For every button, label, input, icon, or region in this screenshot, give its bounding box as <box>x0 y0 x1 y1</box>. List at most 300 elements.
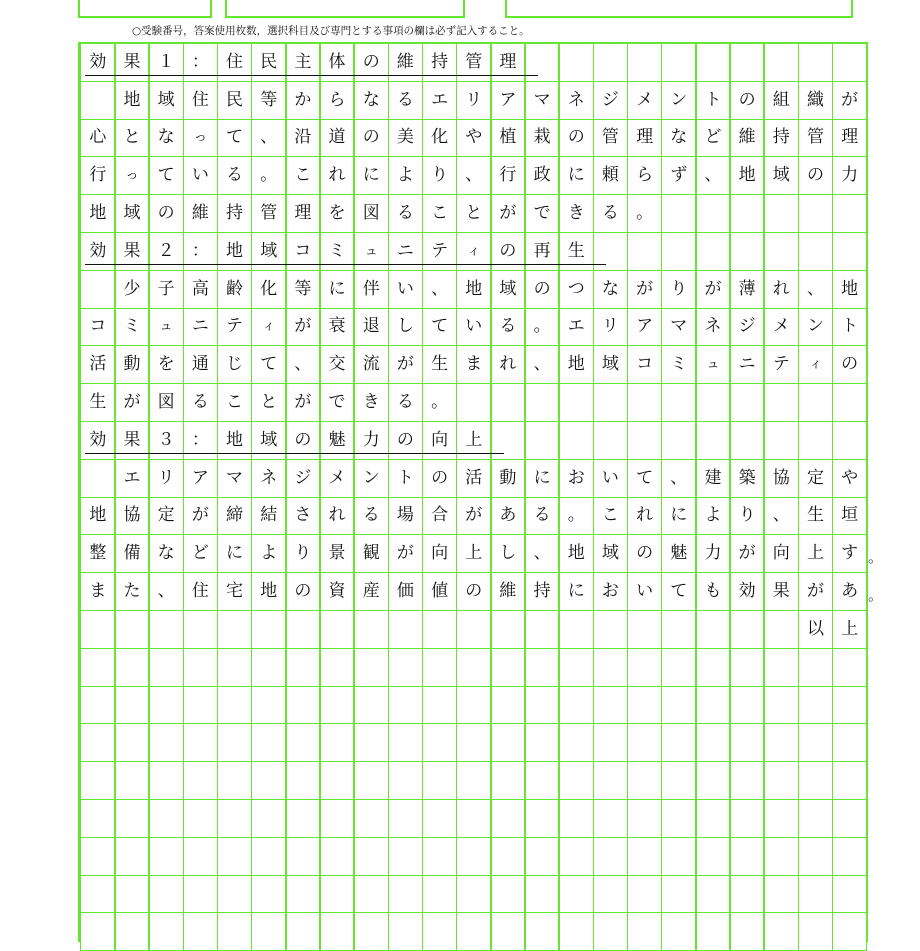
grid-cell <box>763 157 799 195</box>
grid-cell <box>183 687 219 725</box>
grid-cell <box>524 838 560 876</box>
grid-cell <box>661 876 697 914</box>
grid-char: 織 <box>806 89 824 110</box>
grid-cell <box>558 876 594 914</box>
grid-cell <box>148 82 184 120</box>
grid-cell <box>832 687 868 725</box>
grid-cell <box>183 800 219 838</box>
grid-char: か <box>294 89 312 110</box>
grid-cell <box>353 460 389 498</box>
grid-cell <box>832 157 868 195</box>
grid-char: ュ <box>706 357 720 373</box>
grid-char: す <box>841 543 859 564</box>
grid-cell <box>798 82 834 120</box>
grid-char: の <box>396 429 414 450</box>
grid-char: ら <box>636 165 654 186</box>
grid-char: り <box>738 505 756 526</box>
grid-cell <box>558 271 594 309</box>
grid-cell <box>183 460 219 498</box>
grid-cell <box>729 82 765 120</box>
grid-char: 建 <box>704 467 722 488</box>
grid-cell <box>490 687 526 725</box>
grid-cell <box>80 800 116 838</box>
grid-cell <box>183 724 219 762</box>
grid-char: な <box>157 127 175 148</box>
grid-char: し <box>499 543 517 564</box>
grid-cell <box>217 649 253 687</box>
grid-cell <box>832 649 868 687</box>
grid-char: 、 <box>533 543 551 564</box>
grid-char: の <box>431 467 449 488</box>
grid-char: 等 <box>294 278 312 299</box>
grid-char: が <box>294 316 312 337</box>
grid-cell <box>695 384 731 422</box>
grid-char: 植 <box>499 127 517 148</box>
grid-char: 交 <box>328 354 346 375</box>
grid-cell <box>798 157 834 195</box>
grid-cell <box>456 271 492 309</box>
grid-cell <box>695 498 731 536</box>
grid-cell <box>183 498 219 536</box>
grid-cell <box>661 724 697 762</box>
grid-char: つ <box>567 278 585 299</box>
grid-cell <box>319 611 355 649</box>
grid-char: こ <box>431 203 449 224</box>
grid-cell <box>729 498 765 536</box>
grid-cell <box>832 724 868 762</box>
grid-cell <box>422 82 458 120</box>
grid-cell <box>798 724 834 762</box>
grid-cell <box>593 611 629 649</box>
grid-cell <box>422 573 458 611</box>
grid-char: な <box>157 543 175 564</box>
grid-cell <box>524 157 560 195</box>
grid-cell <box>388 157 424 195</box>
grid-cell <box>558 649 594 687</box>
grid-cell <box>217 157 253 195</box>
grid-char: に <box>567 581 585 602</box>
grid-cell <box>319 195 355 233</box>
grid-cell <box>319 913 355 951</box>
grid-cell <box>319 82 355 120</box>
grid-char: き <box>362 392 380 413</box>
grid-char: 場 <box>396 505 414 526</box>
grid-cell <box>490 762 526 800</box>
grid-char: ア <box>499 89 517 110</box>
grid-char: の <box>567 127 585 148</box>
grid-cell <box>558 535 594 573</box>
grid-cell <box>80 687 116 725</box>
grid-cell <box>763 649 799 687</box>
grid-char: 。 <box>636 203 654 224</box>
grid-cell <box>763 346 799 384</box>
grid-cell <box>388 800 424 838</box>
grid-cell <box>456 309 492 347</box>
grid-char: 地 <box>89 203 107 224</box>
grid-cell <box>183 913 219 951</box>
grid-char: 宅 <box>226 581 244 602</box>
grid-char: ニ <box>396 240 414 261</box>
grid-cell <box>183 157 219 195</box>
grid-cell <box>763 82 799 120</box>
grid-char: 生 <box>89 392 107 413</box>
grid-char: な <box>601 278 619 299</box>
grid-cell <box>353 384 389 422</box>
grid-cell <box>388 498 424 536</box>
grid-char: が <box>294 392 312 413</box>
grid-cell <box>627 460 663 498</box>
grid-char: る <box>601 203 619 224</box>
grid-cell <box>251 346 287 384</box>
grid-char: 効 <box>738 581 756 602</box>
grid-cell <box>524 346 560 384</box>
grid-cell <box>558 157 594 195</box>
grid-cell <box>148 611 184 649</box>
grid-cell <box>763 687 799 725</box>
grid-char: ま <box>465 354 483 375</box>
grid-cell <box>388 838 424 876</box>
grid-cell <box>217 460 253 498</box>
grid-cell <box>251 762 287 800</box>
grid-cell <box>251 498 287 536</box>
grid-cell <box>763 460 799 498</box>
grid-cell <box>183 384 219 422</box>
grid-cell <box>763 611 799 649</box>
grid-char: ン <box>362 467 380 488</box>
grid-cell <box>80 573 116 611</box>
grid-cell <box>114 838 150 876</box>
grid-cell <box>798 838 834 876</box>
grid-cell <box>319 687 355 725</box>
grid-char: て <box>260 354 278 375</box>
grid-cell <box>695 573 731 611</box>
grid-cell <box>388 384 424 422</box>
grid-char: お <box>567 467 585 488</box>
grid-char: 域 <box>499 278 517 299</box>
grid-char: 。 <box>533 316 551 337</box>
grid-char: リ <box>465 89 483 110</box>
grid-cell <box>251 535 287 573</box>
heading-underline <box>85 75 538 77</box>
grid-char: 管 <box>601 127 619 148</box>
manuscript-grid <box>78 42 884 942</box>
grid-char: で <box>328 392 346 413</box>
grid-char: テ <box>226 316 244 337</box>
grid-char: れ <box>636 505 654 526</box>
grid-char: 管 <box>465 51 483 72</box>
grid-char: ： <box>191 429 209 450</box>
grid-cell <box>217 762 253 800</box>
grid-row <box>80 724 866 762</box>
grid-char: い <box>191 165 209 186</box>
grid-cell <box>832 762 868 800</box>
grid-char: ィ <box>467 243 481 259</box>
grid-cell <box>217 687 253 725</box>
grid-char: 効 <box>89 429 107 450</box>
grid-char: 持 <box>772 127 790 148</box>
grid-char: あ <box>499 505 517 526</box>
grid-cell <box>422 611 458 649</box>
grid-char: 沿 <box>294 127 312 148</box>
grid-char: 地 <box>841 278 859 299</box>
grid-cell <box>661 195 697 233</box>
grid-char: ３ <box>157 429 175 450</box>
grid-char: 。 <box>567 505 585 526</box>
grid-cell <box>627 800 663 838</box>
grid-char: ア <box>636 316 654 337</box>
grid-cell <box>558 309 594 347</box>
grid-cell <box>661 271 697 309</box>
grid-char: ン <box>806 316 824 337</box>
grid-cell <box>319 460 355 498</box>
grid-char: こ <box>294 165 312 186</box>
grid-cell <box>353 271 389 309</box>
grid-char: を <box>328 203 346 224</box>
grid-cell <box>627 271 663 309</box>
grid-char: 築 <box>738 467 756 488</box>
heading-underline <box>85 453 504 455</box>
grid-cell <box>661 498 697 536</box>
grid-cell <box>695 838 731 876</box>
grid-cell <box>593 460 629 498</box>
grid-cell <box>388 460 424 498</box>
grid-cell <box>593 535 629 573</box>
grid-char: 域 <box>260 240 278 261</box>
grid-cell <box>832 535 868 573</box>
grid-cell <box>285 309 321 347</box>
grid-char: 魅 <box>670 543 688 564</box>
grid-cell <box>490 800 526 838</box>
grid-cell <box>80 649 116 687</box>
grid-cell <box>627 346 663 384</box>
grid-char: 生 <box>806 505 824 526</box>
grid-cell <box>661 460 697 498</box>
grid-char: コ <box>89 316 107 337</box>
grid-cell <box>695 535 731 573</box>
grid-char: ィ <box>808 357 822 373</box>
grid-cell <box>285 913 321 951</box>
grid-char: 、 <box>533 354 551 375</box>
grid-cell <box>217 195 253 233</box>
grid-cell <box>695 82 731 120</box>
grid-cell <box>661 573 697 611</box>
grid-cell <box>148 913 184 951</box>
grid-cell <box>729 422 765 460</box>
grid-char: 理 <box>841 127 859 148</box>
grid-char: 効 <box>89 240 107 261</box>
grid-cell <box>217 82 253 120</box>
grid-cell <box>251 649 287 687</box>
grid-char: ジ <box>294 467 312 488</box>
grid-cell <box>251 687 287 725</box>
grid-cell <box>251 838 287 876</box>
grid-cell <box>388 346 424 384</box>
grid-cell <box>114 157 150 195</box>
grid-cell <box>832 233 868 271</box>
grid-cell <box>80 611 116 649</box>
grid-cell <box>114 498 150 536</box>
grid-cell <box>422 346 458 384</box>
grid-cell <box>661 687 697 725</box>
grid-cell <box>80 724 116 762</box>
grid-char: 組 <box>772 89 790 110</box>
grid-char: と <box>465 203 483 224</box>
grid-char: た <box>123 581 141 602</box>
grid-char: 美 <box>396 127 414 148</box>
grid-char: ュ <box>364 243 378 259</box>
grid-char: 子 <box>157 278 175 299</box>
grid-cell <box>695 309 731 347</box>
grid-char: ど <box>191 543 209 564</box>
grid-char: 動 <box>123 354 141 375</box>
grid-cell <box>183 611 219 649</box>
grid-cell <box>422 535 458 573</box>
grid-char: し <box>396 316 414 337</box>
grid-cell <box>490 724 526 762</box>
grid-cell <box>422 838 458 876</box>
grid-cell <box>114 611 150 649</box>
grid-char: 地 <box>226 429 244 450</box>
grid-cell <box>763 724 799 762</box>
grid-cell <box>832 460 868 498</box>
grid-cell <box>832 195 868 233</box>
grid-cell <box>832 498 868 536</box>
grid-cell <box>695 195 731 233</box>
grid-cell <box>558 913 594 951</box>
grid-cell <box>695 120 731 158</box>
grid-cell <box>558 687 594 725</box>
grid-cell <box>627 611 663 649</box>
grid-cell <box>763 271 799 309</box>
grid-cell <box>217 800 253 838</box>
grid-cell <box>80 498 116 536</box>
grid-cell <box>114 800 150 838</box>
grid-cell <box>148 573 184 611</box>
grid-char: に <box>533 467 551 488</box>
grid-cell <box>798 762 834 800</box>
grid-cell <box>319 384 355 422</box>
grid-cell <box>832 611 868 649</box>
grid-cell <box>627 838 663 876</box>
grid-cell <box>422 271 458 309</box>
grid-cell <box>627 913 663 951</box>
grid-cell <box>763 800 799 838</box>
grid-cell <box>285 82 321 120</box>
grid-char: メ <box>328 467 346 488</box>
grid-cell <box>490 535 526 573</box>
grid-char: っ <box>193 130 207 146</box>
grid-cell <box>695 800 731 838</box>
grid-cell <box>388 724 424 762</box>
grid-cell <box>114 309 150 347</box>
grid-cell <box>353 762 389 800</box>
grid-cell <box>422 120 458 158</box>
grid-char: 高 <box>191 278 209 299</box>
grid-char: 維 <box>499 581 517 602</box>
grid-cell <box>798 573 834 611</box>
grid-cell <box>217 724 253 762</box>
grid-cell <box>183 195 219 233</box>
grid-cell <box>832 422 868 460</box>
grid-char: 地 <box>738 165 756 186</box>
grid-cell <box>729 233 765 271</box>
grid-char: お <box>601 581 619 602</box>
grid-char: 齢 <box>226 278 244 299</box>
grid-cell <box>353 724 389 762</box>
grid-char: る <box>499 316 517 337</box>
grid-row <box>80 876 866 914</box>
grid-cell <box>285 762 321 800</box>
grid-cell <box>593 649 629 687</box>
grid-cell <box>388 611 424 649</box>
grid-cell <box>114 762 150 800</box>
grid-char: 力 <box>362 429 380 450</box>
grid-char: 値 <box>431 581 449 602</box>
grid-char: 管 <box>260 203 278 224</box>
grid-row <box>80 498 866 536</box>
grid-char: 果 <box>123 429 141 450</box>
grid-char: テ <box>772 354 790 375</box>
grid-cell <box>661 346 697 384</box>
grid-cell <box>524 535 560 573</box>
grid-cell <box>593 913 629 951</box>
grid-char: 地 <box>123 89 141 110</box>
grid-cell <box>217 346 253 384</box>
grid-cell <box>627 384 663 422</box>
grid-cell <box>285 573 321 611</box>
grid-char: 産 <box>362 581 380 602</box>
grid-cell <box>456 838 492 876</box>
grid-cell <box>490 876 526 914</box>
grid-char: 活 <box>89 354 107 375</box>
grid-cell <box>114 384 150 422</box>
grid-cell <box>353 120 389 158</box>
grid-cell <box>524 460 560 498</box>
grid-char: と <box>123 127 141 148</box>
grid-cell <box>114 687 150 725</box>
grid-char: い <box>601 467 619 488</box>
grid-cell <box>729 573 765 611</box>
grid-cell <box>593 573 629 611</box>
grid-char: れ <box>328 165 346 186</box>
grid-char: き <box>567 203 585 224</box>
grid-cell <box>353 838 389 876</box>
grid-cell <box>114 346 150 384</box>
grid-cell <box>353 195 389 233</box>
grid-char: 以 <box>806 618 824 639</box>
grid-cell <box>798 195 834 233</box>
grid-cell <box>695 346 731 384</box>
grid-cell <box>558 195 594 233</box>
grid-char: テ <box>431 240 449 261</box>
grid-cell <box>661 535 697 573</box>
grid-char: 民 <box>260 51 278 72</box>
grid-char: の <box>294 429 312 450</box>
grid-cell <box>114 535 150 573</box>
grid-char: の <box>636 543 654 564</box>
grid-cell <box>183 82 219 120</box>
grid-char: ュ <box>159 319 173 335</box>
grid-cell <box>251 573 287 611</box>
grid-cell <box>661 384 697 422</box>
grid-char: 域 <box>157 89 175 110</box>
grid-cell <box>353 498 389 536</box>
grid-cell <box>353 573 389 611</box>
grid-char: 域 <box>772 165 790 186</box>
grid-char: 流 <box>362 354 380 375</box>
grid-cell <box>695 876 731 914</box>
grid-cell <box>456 498 492 536</box>
